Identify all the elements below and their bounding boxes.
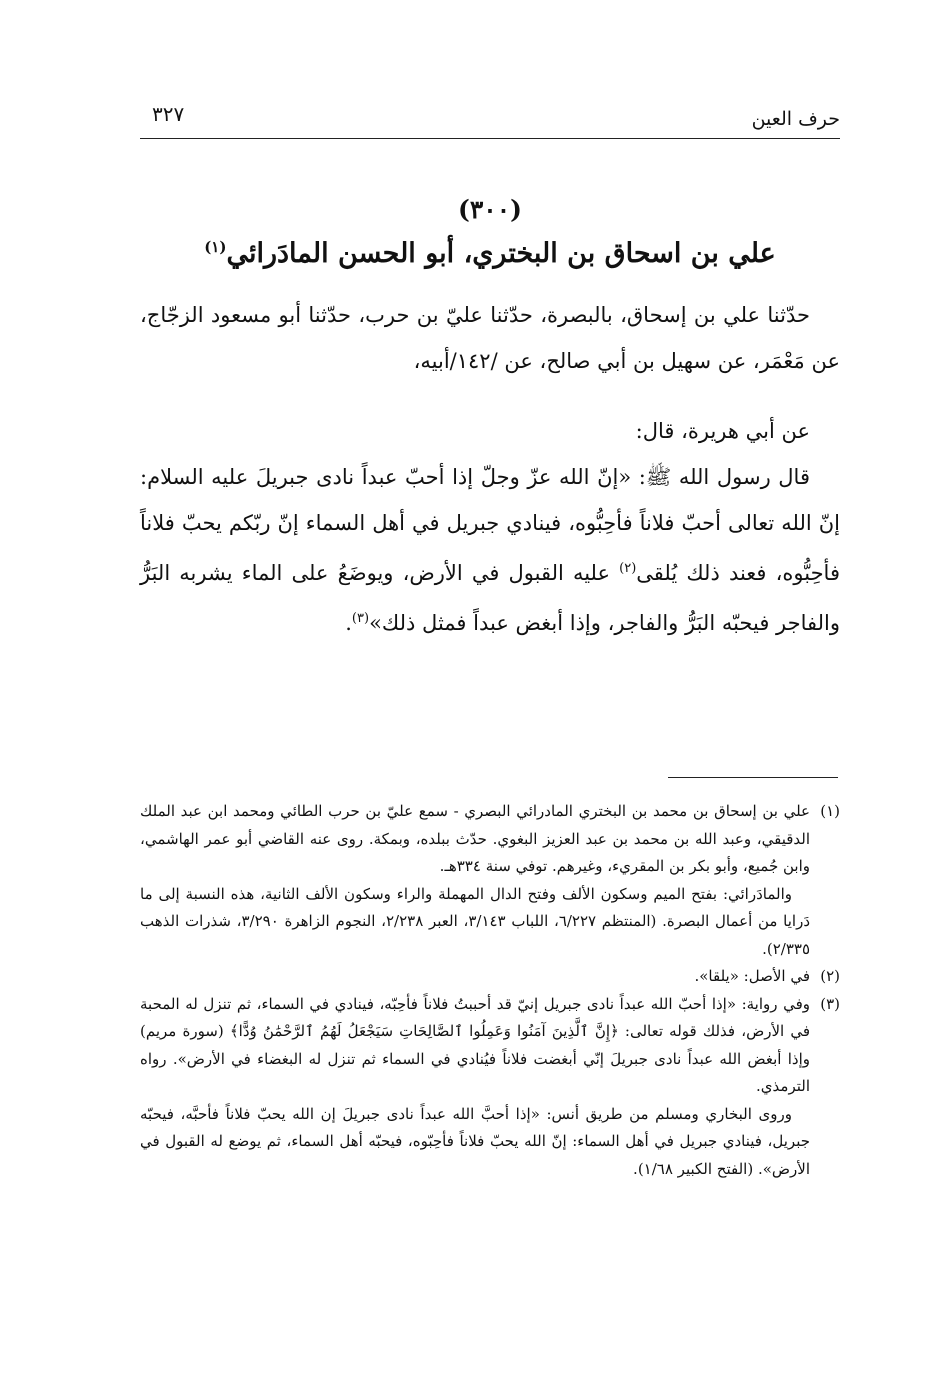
footnote-1-continuation: والمادَرائي: بفتح الميم وسكون الألف وفتح الدال المهملة والراء وسكون الألف الثانية، هذه النسبة إلى ما دَرايا من أعمال البصرة. (المنتظم ٦/٢٢٧، اللباب ٣/١٤٣، العبر ٢/٢٣٨، النجوم الزاهرة ٣/٢٩٠، شذرات الذهب ٢/٣٣٥). [140, 884, 810, 958]
footnote-1-text: علي بن إسحاق بن محمد بن البختري المادرائي البصري - سمع عليّ بن حرب الطائي ومحمد ابن عبد الملك الدقيقي، وعبد الله بن محمد بن عبد العزيز البغوي. حدّث ببلده، وبمكة. روى عنه القاضي أبو عمر الهاشمي، وابن جُميع، وأبو بكر بن المقريء، وغيرهم. توفي سنة ٣٣٤هـ. [140, 802, 810, 875]
footnote-2 [140, 963, 840, 991]
entry-title-text: علي بن اسحاق بن البختري، أبو الحسن المادَرائي [226, 238, 776, 269]
footnote-3-continuation: وروى البخاري ومسلم من طريق أنس: «إذا أحبَّ الله عبداً نادى جبريلَ إن الله يحبّ فلاناً فأحبَّه، فيحبّه جبريل، فينادي جبريل في أهل السماء: إنّ الله يحبّ فلاناً فأحِبّوه، فيحبّه أهل السماء، ثم يوضع له القبول في الأرض». (الفتح الكبير ١/٦٨). [140, 1104, 810, 1178]
footnote-1-number: (١) [820, 802, 840, 820]
footnote-2-text: في الأصل: «يلقا». [694, 967, 810, 985]
entry-title [140, 238, 840, 269]
footnote-ref-1: (١) [204, 238, 227, 256]
chapter-title: حرف العين [751, 108, 840, 130]
footnote-ref-3: (٣) [351, 611, 370, 626]
hadith-text-b: عليه القبول في الأرض، ويوضَعُ على الماء يشربه البَرُّ والفاجر فيحبّه البَرُّ والفاجر، وإذا أبغض عبداً فمثل ذلك» [140, 561, 840, 635]
main-text [140, 292, 840, 646]
isnad-paragraph: حدّثنا علي بن إسحاق، بالبصرة، حدّثنا عليّ بن حرب، حدّثنا أبو مسعود الزجّاج، عن مَعْمَر، عن سهيل بن أبي صالح، عن /١٤٢/أبيه، [140, 303, 840, 373]
narrator-paragraph: عن أبي هريرة، قال: [635, 419, 810, 443]
hadith-paragraph [140, 454, 840, 646]
footnote-3-number: (٣) [820, 994, 840, 1013]
footnote-3-text: وفي رواية: «إذا أحبّ الله عبداً نادى جبريل إنيّ قد أحببتُ فلاناً فأحِبّه، فينادي في السماء، ثم تنزل له المحبة في الأرض، فذلك قوله تعالى: ﴿إِنَّ ٱلَّذِينَ آمَنُوا وَعَمِلُوا ٱلصَّالِحَاتِ سَيَجْعَلُ لَهُمُ ٱلرَّحْمَٰنُ وُدًّا﴾ (سورة مريم) وإذا أبغض الله عبداً نادى جبريلَ إنّي أبغضت فلاناً فيُنادي في السماء ثم تنزل له البغضاء في الأرض». رواه الترمذي. [140, 994, 810, 1095]
page-number: ٣٢٧ [152, 102, 185, 126]
footnote-2-number: (٢) [820, 967, 840, 985]
footnote-separator [668, 777, 838, 778]
entry-number: (٣٠٠) [458, 195, 522, 224]
hadith-text-a: قال رسول الله ﷺ: «إنّ الله عزّ وجلّ إذا أحبّ عبداً نادى جبريلَ عليه السلام: إنّ الله تعالى أحبّ فلاناً فأحِبُّوه، فينادي جبريل في أهل السماء إنّ ربّكم يحبّ فلاناً فأحِبُّوه، فعند ذلك يُلقى [140, 465, 840, 585]
running-header [140, 98, 840, 139]
footnote-3 [140, 991, 840, 1101]
footnote-ref-2: (٢) [619, 561, 637, 576]
footnotes [140, 798, 840, 1183]
hadith-text-end: . [345, 611, 352, 635]
footnote-1 [140, 798, 840, 881]
